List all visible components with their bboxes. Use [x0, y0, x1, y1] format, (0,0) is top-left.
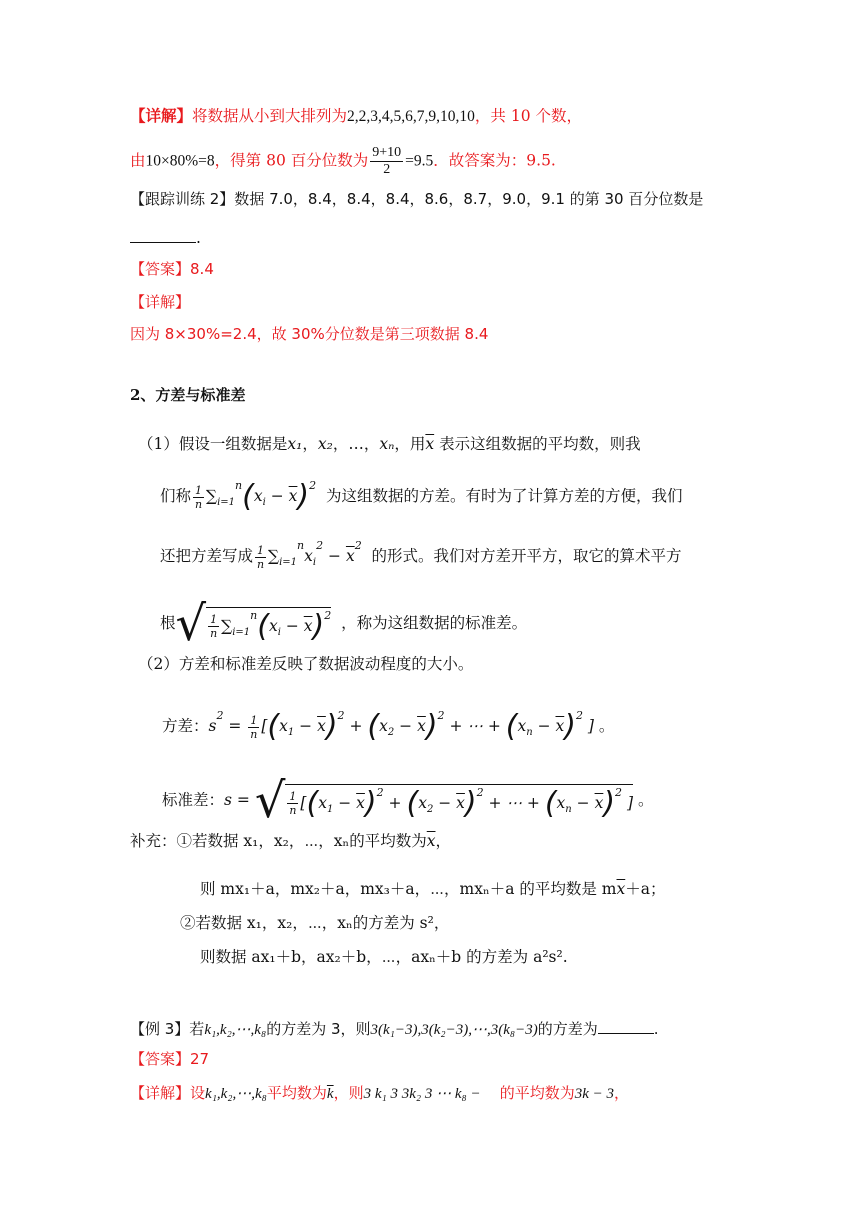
std-formula: √ $\frac{1}{n}$ $\sum_{i=1}^n(x_i - \overline{x})^2$ [175, 596, 332, 652]
detail-3-result: 3k − 3 [574, 1086, 614, 1102]
paragraph-1 [138, 437, 641, 453]
calc-prefix: 由 [130, 151, 146, 170]
drill-2-blank-line [130, 228, 201, 247]
x2: x₂ [317, 435, 333, 453]
ex3-mid: 的方差为 3，则 [266, 1020, 371, 1038]
drill-2-period: . [196, 229, 201, 247]
ex3-blank [598, 1019, 654, 1034]
detail-text-tail: ，共 10 个数， [474, 107, 582, 125]
answer-tag: 【答案】 [130, 260, 191, 278]
detail-2-tag: 【详解】 [130, 293, 191, 311]
variance-expansion: $s^2$ = $\frac{1}{n}$ [$(x_1 - \overline{x})^2 + (x_2 - \overline{x})^2$ + ⋯ + $(x_n - \overline{x})^2$ ] [208, 709, 594, 744]
detail-3-tag: 【详解】 [130, 1084, 191, 1102]
x-bar: $\overline{x}$ [425, 435, 435, 453]
ex3-period: . [653, 1020, 659, 1038]
detail-3-line [130, 1086, 629, 1102]
fraction [370, 146, 403, 177]
ex3-prefix: 【例 3】若 [130, 1020, 205, 1038]
ex3-suffix: 的方差为 [537, 1020, 598, 1038]
ex3-transform: 3(k₁−3),3(k₂−3),⋯,3(k₈−3) [370, 1022, 538, 1038]
detail-3-c: 平均数为 [266, 1084, 327, 1102]
supplement-1 [130, 834, 451, 850]
detail-text: 将数据从小到大排列为 [192, 107, 348, 125]
drill-2-text: 【跟踪训练 2】数据 7.0，8.4，8.4，8.4，8.6，8.7，9.0，9.1 的第 30 百分位数是 [130, 190, 704, 208]
answer-3-line [130, 1052, 209, 1067]
sorted-data: 2,2,3,4,5,6,7,9,10,10 [347, 108, 475, 125]
supp3-text: ②若数据 x₁，x₂，⋯，xₙ的方差为 s²， [180, 914, 450, 932]
reason-2-text: 因为 8×30%=2.4，故 30%分位数是第三项数据 8.4 [130, 325, 489, 343]
answer-line [130, 262, 214, 277]
calc-line [130, 146, 556, 177]
paragraph-2 [160, 480, 683, 512]
answer-3-value: 27 [190, 1050, 210, 1068]
p1-sep1: ， [302, 435, 318, 453]
std-label: 标准差： [162, 791, 225, 809]
example-3 [130, 1019, 659, 1038]
supplement-3 [180, 916, 449, 932]
std-end: 。 [637, 791, 654, 809]
reason-2-line [130, 327, 488, 342]
variance-formula: $\frac{1}{n}$ $\sum_{i=1}^n(x_i - \overline{x})^2$ [194, 479, 317, 514]
x-bar-mean: $\overline{x}$ [426, 832, 436, 850]
detail-3-end: ， [613, 1084, 629, 1102]
supplement-4 [200, 950, 568, 966]
section-heading [130, 388, 245, 403]
x-bar-mean-2: $\overline{x}$ [616, 880, 626, 898]
supp1-text: 补充：①若数据 x₁，x₂，⋯，xₙ的平均数为 [130, 832, 427, 850]
x1: x₁ [287, 435, 303, 453]
variance-alt-formula: $\frac{1}{n}$ $\sum_{i=1}^nx_i^2 - \overline{x}^2$ [256, 539, 362, 571]
xn: xₙ [379, 435, 395, 453]
std-expansion: s = √ $\frac{1}{n}$ [$(x_1 - \overline{x})^2 + (x_2 - \overline{x})^2$ + ⋯ + $(x_n - \overline{x})^2$ ] [224, 773, 634, 829]
p5-text: （2）方差和标准差反映了数据波动程度的大小。 [138, 655, 474, 673]
supp4-text: 则数据 ax₁＋b，ax₂＋b，⋯，axₙ＋b 的方差为 a²s². [200, 948, 568, 966]
p2-prefix: 们称 [160, 487, 192, 505]
p4-tail: ，称为这组数据的标准差。 [341, 614, 528, 632]
fraction-denominator: 2 [383, 162, 391, 177]
p3-tail: 的形式。我们对方差开平方，取它的算术平方 [371, 547, 682, 565]
drill-2-question [130, 192, 703, 207]
calc-answer: ．故答案为：9.5. [433, 151, 556, 170]
answer-3-tag: 【答案】 [130, 1050, 191, 1068]
detail-3-g: 的平均数为 [499, 1084, 575, 1102]
supp1-end: ， [435, 832, 452, 850]
answer-blank [130, 228, 196, 243]
std-line [162, 773, 654, 829]
detail-3-vars: k₁,k₂,⋯,k₈ [205, 1086, 267, 1102]
p1-use: ，用 [394, 435, 426, 453]
calc-expr: 10×80%=8 [145, 152, 215, 170]
answer-value: 8.4 [190, 260, 214, 278]
p1-sep2: ，…， [332, 435, 380, 453]
detail-3-transform: 3 k₁ 3 3k₂ 3 ⋯ k₈ − [363, 1086, 481, 1102]
p1-text: （1）假设一组数据是 [138, 435, 288, 453]
p4-prefix: 根 [160, 614, 176, 632]
detail-2-line [130, 295, 190, 310]
variance-label: 方差： [162, 717, 209, 735]
p2-tail: 为这组数据的方差。有时为了计算方差的方便，我们 [325, 487, 683, 505]
paragraph-3 [160, 540, 682, 570]
paragraph-4 [160, 596, 528, 652]
calc-result: =9.5 [405, 152, 434, 170]
supp2-text: 则 mx₁＋a，mx₂＋a，mx₃＋a，⋯，mxₙ＋a 的平均数是 m [200, 880, 617, 898]
paragraph-5 [138, 657, 473, 673]
section-title: 2、方差与标准差 [130, 386, 246, 404]
fraction-numerator: 9+10 [372, 145, 402, 160]
variance-end: 。 [598, 717, 615, 735]
detail-3-a: 设 [190, 1084, 206, 1102]
supplement-2 [200, 882, 666, 898]
supp2-end: ＋a； [625, 880, 666, 898]
calc-mid: ，得第 80 百分位数为 [214, 151, 369, 170]
detail-line-1 [130, 108, 582, 125]
ex3-vars: k₁,k₂,⋯,k₈ [204, 1022, 267, 1038]
detail-3-e: ，则 [333, 1084, 364, 1102]
detail-tag: 【详解】 [130, 106, 193, 125]
p3-prefix: 还把方差写成 [160, 547, 254, 565]
variance-line [162, 710, 614, 742]
k-bar: $\overline{k}$ [326, 1086, 334, 1102]
p1-tail: 表示这组数据的平均数，则我 [439, 435, 641, 453]
